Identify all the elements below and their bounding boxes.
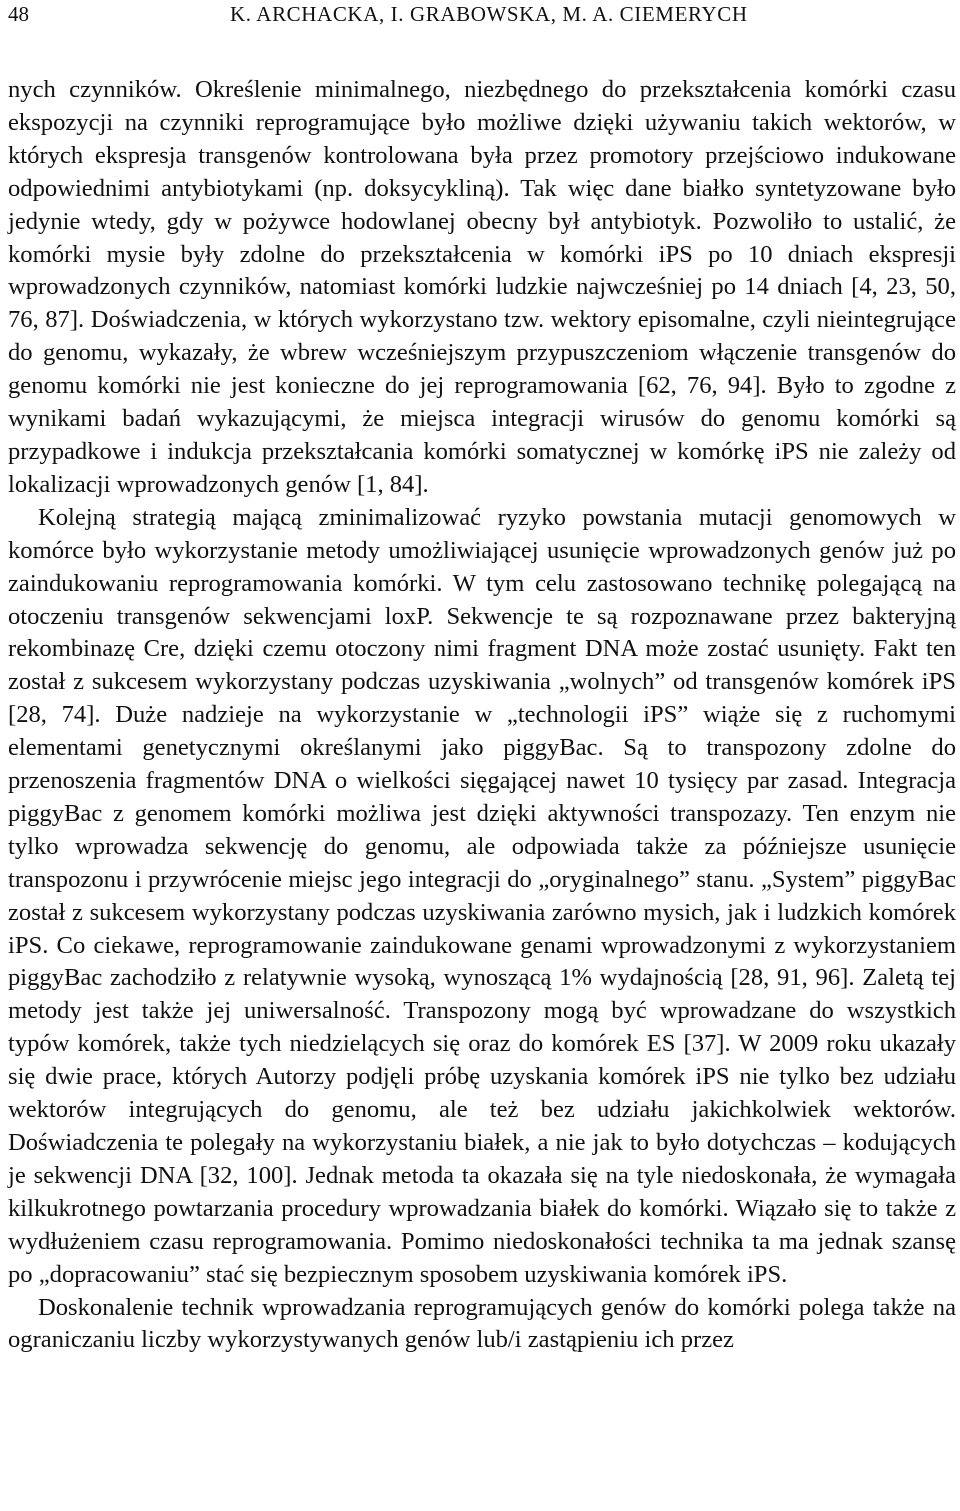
running-head [0,0,960,30]
body-text [8,74,956,1357]
running-head-authors: K. ARCHACKA, I. GRABOWSKA, M. A. CIEMERYCH [230,2,748,26]
paragraph-continuation: nych czynników. Określenie minimalnego, niezbędnego do przekształcenia komórki czasu ekspozycji na czynniki reprogramujące było możliwe dzięki używaniu takich wektorów, w których ekspresja transgenów kontrolowana była przez promotory przejściowo indukowane odpowiednimi antybiotykami (np. doksycykliną). Tak więc dane białko syntetyzowane było jedynie wtedy, gdy w pożywce hodowlanej obecny był antybiotyk. Pozwoliło to ustalić, że komórki mysie były zdolne do przekształcenia w komórki iPS po 10 dniach ekspresji wprowadzonych czynników, natomiast komórki ludzkie najwcześniej po 14 dniach [4, 23, 50, 76, 87]. Doświadczenia, w których wykorzystano tzw. wektory episomalne, czyli nieintegrujące do genomu, wykazały, że wbrew wcześniejszym przypuszczeniom włączenie transgenów do genomu komórki nie jest konieczne do jej reprogramowania [62, 76, 94]. Było to zgodne z wynikami badań wykazującymi, że miejsca integracji wirusów do genomu komórki są przypadkowe i indukcja przekształcania komórki somatycznej w komórkę iPS nie zależy od lokalizacji wprowadzonych genów [1, 84]. [8,76,956,498]
paragraph-strategies: Kolejną strategią mającą zminimalizować ryzyko powstania mutacji genomowych w komórce było wykorzystanie metody umożliwiającej usunięcie wprowadzonych genów już po zaindukowaniu reprogramowania komórki. W tym celu zastosowano technikę polegającą na otoczeniu transgenów sekwencjami loxP. Sekwencje te są rozpoznawane przez bakteryjną rekombinazę Cre, dzięki czemu otoczony nimi fragment DNA może zostać usunięty. Fakt ten został z sukcesem wykorzystany podczas uzyskiwania „wolnych” od transgenów komórek iPS [28, 74]. Duże nadzieje na wykorzystanie w „technologii iPS” wiąże się z ruchomymi elementami genetycznymi określanymi jako piggyBac. Są to transpozony zdolne do przenoszenia fragmentów DNA o wielkości sięgającej nawet 10 tysięcy par zasad. Integracja piggyBac z genomem komórki możliwa jest dzięki aktywności transpozazy. Ten enzym nie tylko wprowadza sekwencję do genomu, ale odpowiada także za późniejsze usunięcie transpozonu i przywrócenie miejsc jego integracji do „oryginalnego” stanu. „System” piggyBac został z sukcesem wykorzystany podczas uzyskiwania zarówno mysich, jak i ludzkich komórek iPS. Co ciekawe, reprogramowanie zaindukowane genami wprowadzonymi z wykorzystaniem piggyBac zachodziło z relatywnie wysoką, wynoszącą 1% wydajnością [28, 91, 96]. Zaletą tej metody jest także jej uniwersalność. Transpozony mogą być wprowadzane do wszystkich typów komórek, także tych niedzielących się oraz do komórek ES [37]. W 2009 roku ukazały się dwie prace, których Autorzy podjęli próbę uzyskania komórek iPS nie tylko bez udziału wektorów integrujących do genomu, ale też bez udziału jakichkolwiek wektorów. Doświadczenia te polegały na wykorzystaniu białek, a nie jak to było dotychczas – kodujących je sekwencji DNA [32, 100]. Jednak metoda ta okazała się na tyle niedoskonała, że wymagała kilkukrotnego powtarzania procedury wprowadzania białek do komórki. Wiązało się to także z wydłużeniem czasu reprogramowania. Pomimo niedoskonałości technika ta ma jednak szansę po „dopracowaniu” stać się bezpiecznym sposobem uzyskiwania komórek iPS. [8,503,956,1288]
page-number: 48 [8,2,29,26]
paragraph-improvement: Doskonalenie technik wprowadzania reprogramujących genów do komórki polega także na ograniczaniu liczby wykorzystywanych genów lub/i zastąpieniu ich przez [8,1293,956,1354]
